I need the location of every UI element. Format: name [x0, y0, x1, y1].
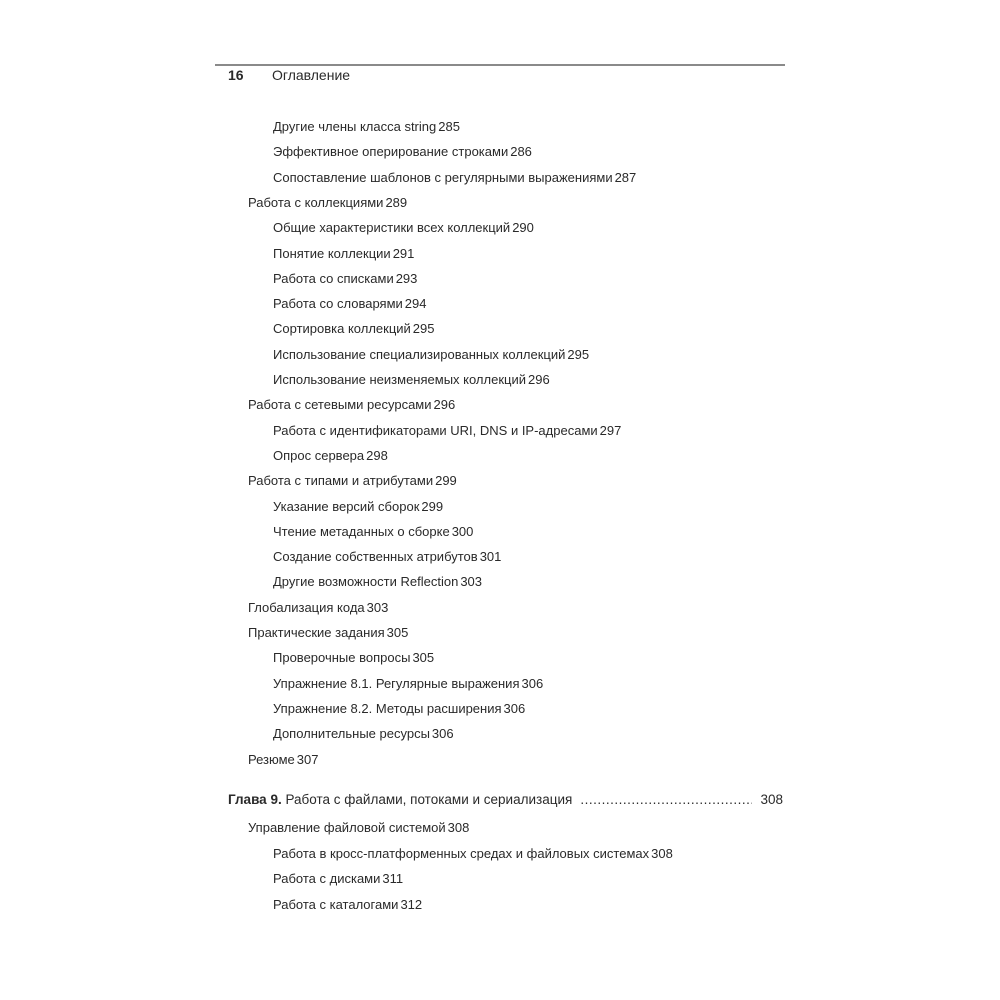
entry-page: 285 — [438, 119, 460, 134]
entry-page: 308 — [447, 820, 470, 835]
entry-title: Использование специализированных коллекций — [273, 346, 566, 362]
entry-title: Эффективное оперирование строками — [273, 144, 509, 160]
entry-page: 299 — [435, 473, 457, 489]
entry-page: 295 — [567, 346, 590, 362]
entry-page: 295 — [412, 321, 435, 337]
entry-title: Работа с коллекциями — [248, 194, 384, 210]
entry-title: Резюме — [248, 751, 295, 767]
entry-page: 305 — [386, 625, 409, 640]
entry-page: 293 — [395, 270, 418, 286]
entry-page: 298 — [366, 447, 388, 463]
entry-title: Работа с каталогами — [273, 896, 399, 912]
entry-title: Другие возможности Reflection — [273, 574, 459, 590]
entry-title: Опрос сервера — [273, 447, 365, 463]
entry-title: Общие характеристики всех коллекций — [273, 220, 511, 236]
entry-page: 307 — [296, 751, 319, 767]
entry-page: 286 — [510, 144, 532, 160]
entry-page: 306 — [521, 675, 544, 691]
entry-page: 311 — [382, 871, 404, 887]
entry-page: 290 — [512, 220, 534, 236]
entry-title: Работа в кросс-платформенных средах и файловых системах — [273, 845, 650, 861]
entry-title: Создание собственных атрибутов — [273, 549, 478, 565]
entry-title: Сопоставление шаблонов с регулярными выражениями — [273, 169, 613, 185]
entry-title: Понятие коллекции — [273, 245, 391, 261]
entry-page: 291 — [392, 245, 415, 261]
entry-page: 299 — [421, 498, 444, 514]
running-header — [228, 67, 350, 83]
entry-page: 287 — [614, 169, 637, 185]
entry-page: 306 — [503, 700, 526, 716]
entry-page: 306 — [431, 726, 454, 742]
chapter-label: Глава 9. — [228, 792, 282, 807]
entry-page: 301 — [479, 549, 502, 565]
entry-page: 300 — [451, 523, 474, 539]
entry-title: Работа с типами и атрибутами — [248, 473, 434, 489]
entry-title: Управление файловой системой — [248, 820, 446, 835]
entry-title: Проверочные вопросы — [273, 650, 411, 666]
entry-title: Чтение метаданных о сборке — [273, 523, 450, 539]
entry-page: 289 — [385, 194, 408, 210]
entry-page: 303 — [366, 599, 389, 615]
page-number: 16 — [228, 67, 244, 83]
entry-title: Работа с сетевыми ресурсами — [248, 397, 432, 413]
entry-page: 296 — [433, 397, 456, 413]
entry-page: 296 — [527, 372, 550, 387]
entry-title: Сортировка коллекций — [273, 321, 411, 337]
entry-page: 297 — [599, 422, 622, 438]
entry-title: Работа с идентификаторами URI, DNS и IP-адресами — [273, 422, 598, 438]
entry-title: Упражнение 8.1. Регулярные выражения — [273, 675, 520, 691]
entry-page: 312 — [400, 896, 423, 912]
dot-leader — [580, 792, 752, 808]
entry-title: Упражнение 8.2. Методы расширения — [273, 700, 502, 716]
running-title: Оглавление — [272, 67, 351, 83]
chapter-title: Работа с файлами, потоками и сериализация — [285, 792, 573, 807]
toc-chapter-9[interactable] — [228, 792, 783, 808]
entry-title: Работа с дисками — [273, 871, 381, 887]
header-rule — [215, 64, 785, 66]
entry-title: Другие члены класса string — [273, 119, 437, 134]
entry-title: Практические задания — [248, 625, 385, 640]
entry-title: Указание версий сборок — [273, 498, 420, 514]
entry-title: Работа со словарями — [273, 296, 403, 312]
chapter-page: 308 — [760, 792, 783, 807]
entry-title: Работа со списками — [273, 270, 394, 286]
entry-page: 308 — [651, 845, 673, 861]
entry-title: Дополнительные ресурсы — [273, 726, 430, 742]
entry-title: Использование неизменяемых коллекций — [273, 372, 526, 387]
entry-page: 294 — [404, 296, 427, 312]
entry-page: 303 — [460, 574, 483, 590]
entry-page: 305 — [412, 650, 435, 666]
entry-title: Глобализация кода — [248, 599, 365, 615]
